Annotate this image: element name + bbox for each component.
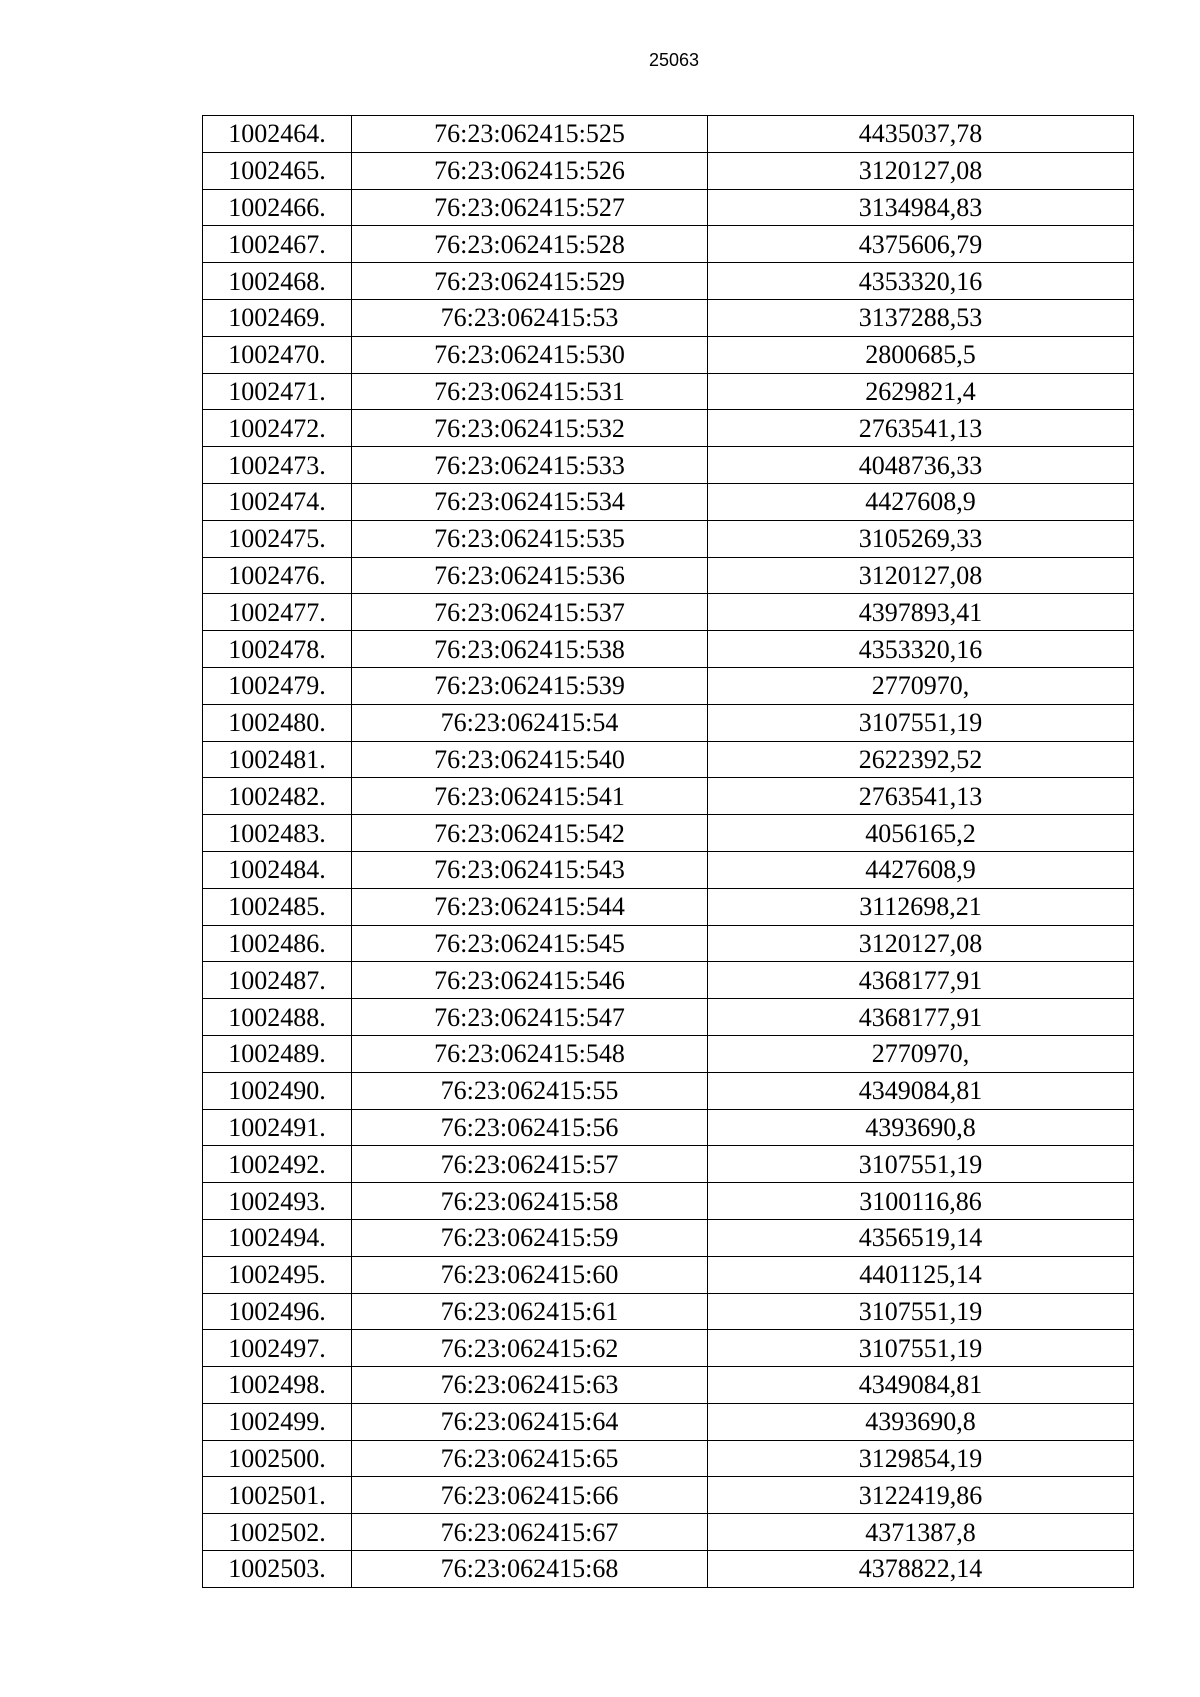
table-row bbox=[203, 263, 1134, 300]
cadastral-value-cell: 3107551,19 bbox=[708, 704, 1134, 741]
cadastral-number-cell: 76:23:062415:525 bbox=[352, 116, 708, 153]
table-row bbox=[203, 1514, 1134, 1551]
cadastral-number-cell: 76:23:062415:533 bbox=[352, 447, 708, 484]
row-number-cell: 1002500. bbox=[203, 1440, 352, 1477]
cadastral-number-cell: 76:23:062415:66 bbox=[352, 1477, 708, 1514]
row-number-cell: 1002476. bbox=[203, 557, 352, 594]
cadastral-value-cell: 4427608,9 bbox=[708, 851, 1134, 888]
row-number-cell: 1002503. bbox=[203, 1551, 352, 1588]
row-number-cell: 1002470. bbox=[203, 336, 352, 373]
cadastral-number-cell: 76:23:062415:542 bbox=[352, 815, 708, 852]
cadastral-value-cell: 4349084,81 bbox=[708, 1072, 1134, 1109]
row-number-cell: 1002473. bbox=[203, 447, 352, 484]
table-row bbox=[203, 1367, 1134, 1404]
table-row bbox=[203, 447, 1134, 484]
table-row bbox=[203, 1330, 1134, 1367]
table-row bbox=[203, 336, 1134, 373]
cadastral-number-cell: 76:23:062415:61 bbox=[352, 1293, 708, 1330]
row-number-cell: 1002495. bbox=[203, 1256, 352, 1293]
cadastral-value-cell: 4397893,41 bbox=[708, 594, 1134, 631]
table-row bbox=[203, 851, 1134, 888]
row-number-cell: 1002491. bbox=[203, 1109, 352, 1146]
cadastral-value-cell: 3129854,19 bbox=[708, 1440, 1134, 1477]
cadastral-number-cell: 76:23:062415:65 bbox=[352, 1440, 708, 1477]
cadastral-value-cell: 4371387,8 bbox=[708, 1514, 1134, 1551]
table-row bbox=[203, 1551, 1134, 1588]
table-row bbox=[203, 631, 1134, 668]
cadastral-number-cell: 76:23:062415:526 bbox=[352, 152, 708, 189]
cadastral-number-cell: 76:23:062415:546 bbox=[352, 962, 708, 999]
table-row bbox=[203, 704, 1134, 741]
cadastral-number-cell: 76:23:062415:527 bbox=[352, 189, 708, 226]
row-number-cell: 1002490. bbox=[203, 1072, 352, 1109]
row-number-cell: 1002482. bbox=[203, 778, 352, 815]
row-number-cell: 1002465. bbox=[203, 152, 352, 189]
table-row bbox=[203, 557, 1134, 594]
row-number-cell: 1002475. bbox=[203, 520, 352, 557]
table-row bbox=[203, 815, 1134, 852]
row-number-cell: 1002498. bbox=[203, 1367, 352, 1404]
cadastral-number-cell: 76:23:062415:544 bbox=[352, 888, 708, 925]
table-row bbox=[203, 189, 1134, 226]
cadastral-number-cell: 76:23:062415:63 bbox=[352, 1367, 708, 1404]
table-row bbox=[203, 373, 1134, 410]
table-row bbox=[203, 1035, 1134, 1072]
row-number-cell: 1002471. bbox=[203, 373, 352, 410]
cadastral-value-cell: 2629821,4 bbox=[708, 373, 1134, 410]
cadastral-value-cell: 4368177,91 bbox=[708, 962, 1134, 999]
table-row bbox=[203, 1293, 1134, 1330]
row-number-cell: 1002486. bbox=[203, 925, 352, 962]
page-number: 25063 bbox=[648, 50, 700, 70]
cadastral-number-cell: 76:23:062415:60 bbox=[352, 1256, 708, 1293]
table-row bbox=[203, 1403, 1134, 1440]
cadastral-number-cell: 76:23:062415:528 bbox=[352, 226, 708, 263]
cadastral-number-cell: 76:23:062415:529 bbox=[352, 263, 708, 300]
cadastral-number-cell: 76:23:062415:64 bbox=[352, 1403, 708, 1440]
cadastral-value-cell: 2763541,13 bbox=[708, 778, 1134, 815]
cadastral-value-cell: 2763541,13 bbox=[708, 410, 1134, 447]
cadastral-number-cell: 76:23:062415:543 bbox=[352, 851, 708, 888]
cadastral-value-cell: 4393690,8 bbox=[708, 1403, 1134, 1440]
cadastral-value-cell: 4427608,9 bbox=[708, 483, 1134, 520]
row-number-cell: 1002478. bbox=[203, 631, 352, 668]
table-row bbox=[203, 925, 1134, 962]
row-number-cell: 1002466. bbox=[203, 189, 352, 226]
cadastral-number-cell: 76:23:062415:58 bbox=[352, 1183, 708, 1220]
cadastral-number-cell: 76:23:062415:67 bbox=[352, 1514, 708, 1551]
cadastral-number-cell: 76:23:062415:59 bbox=[352, 1219, 708, 1256]
cadastral-value-cell: 3120127,08 bbox=[708, 557, 1134, 594]
row-number-cell: 1002502. bbox=[203, 1514, 352, 1551]
cadastral-number-cell: 76:23:062415:56 bbox=[352, 1109, 708, 1146]
cadastral-number-cell: 76:23:062415:537 bbox=[352, 594, 708, 631]
cadastral-value-table bbox=[202, 115, 1134, 1588]
row-number-cell: 1002487. bbox=[203, 962, 352, 999]
cadastral-value-cell: 2622392,52 bbox=[708, 741, 1134, 778]
cadastral-number-cell: 76:23:062415:539 bbox=[352, 667, 708, 704]
cadastral-value-cell: 3100116,86 bbox=[708, 1183, 1134, 1220]
table-row bbox=[203, 962, 1134, 999]
cadastral-number-cell: 76:23:062415:68 bbox=[352, 1551, 708, 1588]
cadastral-number-cell: 76:23:062415:535 bbox=[352, 520, 708, 557]
row-number-cell: 1002484. bbox=[203, 851, 352, 888]
table-row bbox=[203, 483, 1134, 520]
cadastral-value-cell: 3120127,08 bbox=[708, 925, 1134, 962]
cadastral-value-cell: 3107551,19 bbox=[708, 1293, 1134, 1330]
row-number-cell: 1002489. bbox=[203, 1035, 352, 1072]
cadastral-number-cell: 76:23:062415:545 bbox=[352, 925, 708, 962]
row-number-cell: 1002499. bbox=[203, 1403, 352, 1440]
table-row bbox=[203, 1219, 1134, 1256]
cadastral-number-cell: 76:23:062415:57 bbox=[352, 1146, 708, 1183]
table-row bbox=[203, 226, 1134, 263]
cadastral-value-cell: 3137288,53 bbox=[708, 299, 1134, 336]
table-row bbox=[203, 888, 1134, 925]
cadastral-number-cell: 76:23:062415:54 bbox=[352, 704, 708, 741]
table-row bbox=[203, 1477, 1134, 1514]
table-row bbox=[203, 1109, 1134, 1146]
row-number-cell: 1002472. bbox=[203, 410, 352, 447]
row-number-cell: 1002479. bbox=[203, 667, 352, 704]
table-row bbox=[203, 1072, 1134, 1109]
cadastral-value-cell: 3107551,19 bbox=[708, 1330, 1134, 1367]
cadastral-value-cell: 4353320,16 bbox=[708, 631, 1134, 668]
table-row bbox=[203, 116, 1134, 153]
row-number-cell: 1002501. bbox=[203, 1477, 352, 1514]
cadastral-value-cell: 4375606,79 bbox=[708, 226, 1134, 263]
cadastral-value-cell: 3105269,33 bbox=[708, 520, 1134, 557]
row-number-cell: 1002496. bbox=[203, 1293, 352, 1330]
row-number-cell: 1002494. bbox=[203, 1219, 352, 1256]
cadastral-value-cell: 3134984,83 bbox=[708, 189, 1134, 226]
cadastral-number-cell: 76:23:062415:540 bbox=[352, 741, 708, 778]
cadastral-value-cell: 4349084,81 bbox=[708, 1367, 1134, 1404]
table-row bbox=[203, 410, 1134, 447]
cadastral-value-cell: 4048736,33 bbox=[708, 447, 1134, 484]
row-number-cell: 1002497. bbox=[203, 1330, 352, 1367]
cadastral-number-cell: 76:23:062415:536 bbox=[352, 557, 708, 594]
row-number-cell: 1002492. bbox=[203, 1146, 352, 1183]
cadastral-value-cell: 3112698,21 bbox=[708, 888, 1134, 925]
table-row bbox=[203, 152, 1134, 189]
cadastral-value-cell: 3120127,08 bbox=[708, 152, 1134, 189]
table-row bbox=[203, 741, 1134, 778]
cadastral-value-cell: 4356519,14 bbox=[708, 1219, 1134, 1256]
cadastral-value-cell: 4435037,78 bbox=[708, 116, 1134, 153]
row-number-cell: 1002469. bbox=[203, 299, 352, 336]
table-row bbox=[203, 1146, 1134, 1183]
cadastral-value-cell: 4056165,2 bbox=[708, 815, 1134, 852]
row-number-cell: 1002488. bbox=[203, 999, 352, 1036]
cadastral-value-cell: 3107551,19 bbox=[708, 1146, 1134, 1183]
table-row bbox=[203, 1183, 1134, 1220]
cadastral-number-cell: 76:23:062415:547 bbox=[352, 999, 708, 1036]
row-number-cell: 1002477. bbox=[203, 594, 352, 631]
table-row bbox=[203, 1440, 1134, 1477]
cadastral-number-cell: 76:23:062415:55 bbox=[352, 1072, 708, 1109]
cadastral-number-cell: 76:23:062415:548 bbox=[352, 1035, 708, 1072]
cadastral-number-cell: 76:23:062415:53 bbox=[352, 299, 708, 336]
row-number-cell: 1002493. bbox=[203, 1183, 352, 1220]
row-number-cell: 1002467. bbox=[203, 226, 352, 263]
cadastral-value-cell: 4353320,16 bbox=[708, 263, 1134, 300]
cadastral-number-cell: 76:23:062415:534 bbox=[352, 483, 708, 520]
cadastral-number-cell: 76:23:062415:62 bbox=[352, 1330, 708, 1367]
cadastral-number-cell: 76:23:062415:541 bbox=[352, 778, 708, 815]
row-number-cell: 1002464. bbox=[203, 116, 352, 153]
table-row bbox=[203, 299, 1134, 336]
table-body bbox=[203, 116, 1134, 1588]
cadastral-value-cell: 2770970, bbox=[708, 667, 1134, 704]
table-row bbox=[203, 594, 1134, 631]
cadastral-number-cell: 76:23:062415:538 bbox=[352, 631, 708, 668]
cadastral-value-cell: 4401125,14 bbox=[708, 1256, 1134, 1293]
table-row bbox=[203, 520, 1134, 557]
cadastral-value-cell: 4393690,8 bbox=[708, 1109, 1134, 1146]
cadastral-value-cell: 3122419,86 bbox=[708, 1477, 1134, 1514]
cadastral-number-cell: 76:23:062415:531 bbox=[352, 373, 708, 410]
table-row bbox=[203, 778, 1134, 815]
table-row bbox=[203, 999, 1134, 1036]
row-number-cell: 1002474. bbox=[203, 483, 352, 520]
cadastral-value-cell: 2770970, bbox=[708, 1035, 1134, 1072]
row-number-cell: 1002483. bbox=[203, 815, 352, 852]
table-row bbox=[203, 1256, 1134, 1293]
cadastral-value-cell: 4368177,91 bbox=[708, 999, 1134, 1036]
cadastral-number-cell: 76:23:062415:532 bbox=[352, 410, 708, 447]
cadastral-number-cell: 76:23:062415:530 bbox=[352, 336, 708, 373]
table-row bbox=[203, 667, 1134, 704]
cadastral-value-cell: 4378822,14 bbox=[708, 1551, 1134, 1588]
row-number-cell: 1002481. bbox=[203, 741, 352, 778]
row-number-cell: 1002480. bbox=[203, 704, 352, 741]
cadastral-value-cell: 2800685,5 bbox=[708, 336, 1134, 373]
row-number-cell: 1002485. bbox=[203, 888, 352, 925]
row-number-cell: 1002468. bbox=[203, 263, 352, 300]
